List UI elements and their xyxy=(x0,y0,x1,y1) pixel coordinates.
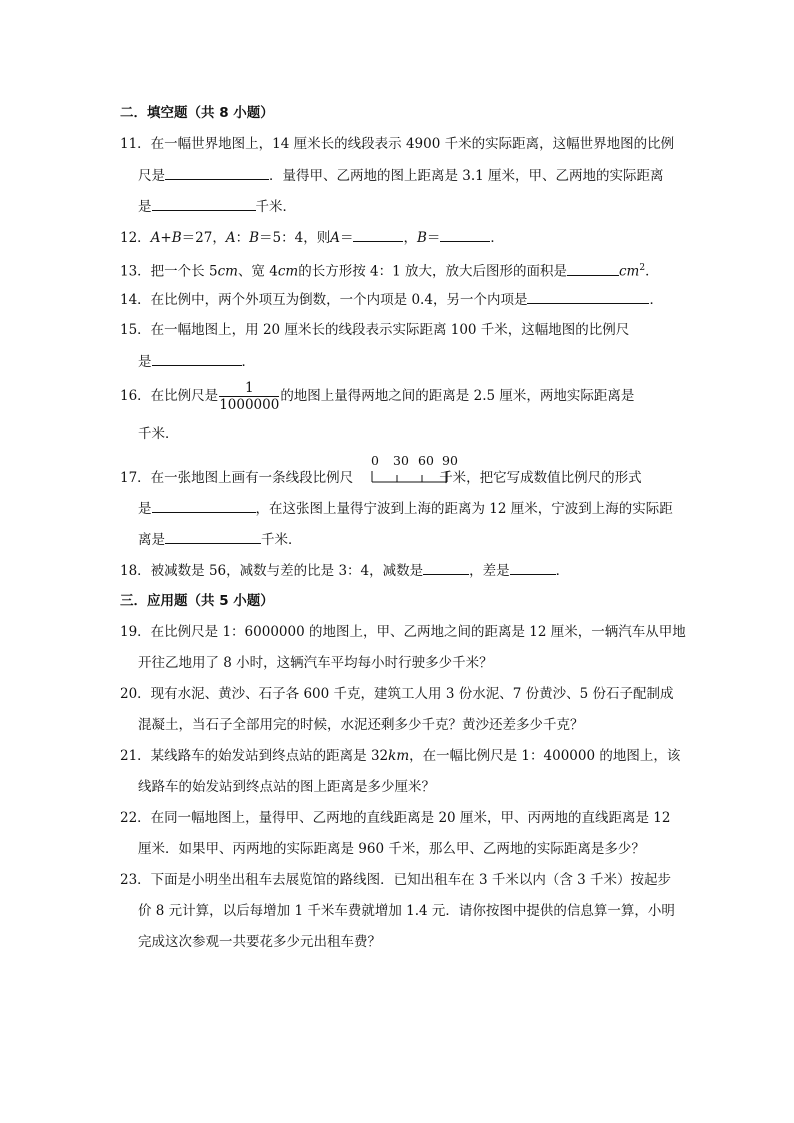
q12-text: 12． xyxy=(120,230,151,246)
q11-text: ．量得甲、乙两地的图上距离是 3.1 厘米，甲、乙两地的实际距离 xyxy=(269,168,664,184)
q16-text: 16．在比例尺是 xyxy=(120,388,219,404)
q15-text: ． xyxy=(241,354,255,370)
q15-text: 是 xyxy=(138,354,152,370)
q11-line3 xyxy=(138,196,296,217)
q14-answer-blank[interactable] xyxy=(527,289,649,304)
section-heading-fill-in: 二．填空题（共 8 小题） xyxy=(120,105,274,121)
q17-line1 xyxy=(120,468,642,488)
q16-line1 xyxy=(120,380,634,413)
q11-answer-blank-scale[interactable] xyxy=(165,165,269,180)
q18-text: ，差是 xyxy=(469,563,510,579)
q12-text: ＝27， xyxy=(181,230,226,246)
q13-line xyxy=(120,258,659,282)
q12-line xyxy=(120,227,504,248)
q17-text: 是 xyxy=(138,501,152,517)
q17-answer-blank-distance[interactable] xyxy=(165,529,261,544)
q11-text: 尺是 xyxy=(138,168,165,184)
q12-text: ＝5：4，则 xyxy=(259,230,331,246)
q13-unit: cm xyxy=(217,263,238,280)
q17-text: ，在这张图上量得宁波到上海的距离为 12 厘米，宁波到上海的实际距 xyxy=(255,501,673,517)
q22-line2: 厘米．如果甲、丙两地的实际距离是 960 千米，那么甲、乙两地的实际距离是多少？ xyxy=(138,841,645,857)
q16-text: 的地图上量得两地之间的距离是 2.5 厘米，两地实际距离是 xyxy=(280,388,635,404)
q16-scale-fraction xyxy=(219,380,279,413)
q15-line1: 15．在一幅地图上，用 20 厘米长的线段表示实际距离 100 千米，这幅地图的比例尺 xyxy=(120,322,630,338)
q17-text: 离是 xyxy=(138,532,165,548)
q13-text: 13．把一个长 5 xyxy=(120,263,218,280)
scale-tick-label: 60 xyxy=(418,453,434,468)
q15-line2 xyxy=(138,351,255,372)
q17-line2 xyxy=(138,498,673,519)
q12-text: ． xyxy=(490,230,504,246)
q22-line1: 22．在同一幅地图上，量得甲、乙两地的直线距离是 20 厘米，甲、丙两地的直线距离是 12 xyxy=(120,810,671,826)
q11-line2 xyxy=(138,165,664,186)
q12-text: ： xyxy=(235,230,250,246)
q21-line1 xyxy=(120,746,680,766)
q13-text: ． xyxy=(645,263,659,280)
q18-answer-blank-difference[interactable] xyxy=(510,560,556,575)
q18-text: 18．被减数是 56，减数与差的比是 3：4，减数是 xyxy=(120,563,424,579)
q17-line3 xyxy=(138,529,302,550)
q20-line1: 20．现有水泥、黄沙、石子各 600 千克，建筑工人用 3 份水泥、7 份黄沙、5 份石子配制成 xyxy=(120,686,674,702)
q12-var: A xyxy=(225,230,236,246)
q14-line xyxy=(120,289,663,310)
q13-exponent: 2 xyxy=(639,263,646,273)
q18-text: ． xyxy=(555,563,570,579)
q13-unit: cm xyxy=(618,263,640,280)
q16-text: 千米． xyxy=(138,426,179,442)
q13-text: 的长方形按 4：1 放大，放大后图形的面积是 xyxy=(298,263,567,280)
q18-line xyxy=(120,560,569,581)
q13-unit: cm xyxy=(277,263,299,280)
q12-text: ＝ xyxy=(339,230,354,246)
q12-text: ， xyxy=(403,230,417,246)
q21-text: 21．某线路车的始发站到终点站的距离是 32 xyxy=(120,748,389,764)
section-heading-application: 三．应用题（共 5 小题） xyxy=(120,593,274,609)
q14-text: 14．在比例中，两个外项互为倒数，一个内项是 0.4，另一个内项是 xyxy=(120,292,528,308)
q13-text: 、宽 4 xyxy=(237,263,278,280)
q11-text: 是 xyxy=(138,199,152,215)
q12-var: A xyxy=(330,230,340,246)
q20-line2: 混凝土，当石子全部用完的时候，水泥还剩多少千克？黄沙还差多少千克？ xyxy=(138,717,584,733)
scale-tick-label: 30 xyxy=(393,453,409,468)
q17-text: 千米． xyxy=(261,532,302,548)
q19-line2: 开往乙地用了 8 小时，这辆汽车平均每小时行驶多少千米？ xyxy=(138,655,493,671)
q15-answer-blank[interactable] xyxy=(152,351,242,366)
q12-answer-blank-a[interactable] xyxy=(353,227,403,242)
scale-tick-label: 90 xyxy=(442,453,458,468)
q11-line1: 11．在一幅世界地图上，14 厘米长的线段表示 4900 千米的实际距离，这幅世界地图的比例 xyxy=(120,136,675,152)
q17-text: 17．在一张地图上画有一条线段比例尺 xyxy=(120,470,354,486)
q18-answer-blank-subtrahend[interactable] xyxy=(423,560,469,575)
q11-text: 千米． xyxy=(255,199,296,215)
q21-line2: 线路车的始发站到终点站的图上距离是多少厘米？ xyxy=(138,779,435,795)
q19-line1: 19．在比例尺是 1：6000000 的地图上，甲、乙两地之间的距离是 12 厘米，一辆汽车从甲地 xyxy=(120,624,686,640)
q21-unit: km xyxy=(388,748,410,764)
q23-line3: 完成这次参观一共要花多少元出租车费？ xyxy=(138,934,381,950)
q11-answer-blank-distance[interactable] xyxy=(152,196,256,211)
q12-var: B xyxy=(249,230,260,246)
q17-answer-blank-ratio[interactable] xyxy=(152,498,256,513)
q21-text: ，在一幅比例尺是 1：400000 的地图上，该 xyxy=(409,748,681,764)
q12-text: ＝ xyxy=(426,230,441,246)
q12-var: B xyxy=(416,230,427,246)
q12-answer-blank-b[interactable] xyxy=(440,227,490,242)
q12-var: A+B xyxy=(150,230,182,246)
q13-answer-blank[interactable] xyxy=(567,261,619,276)
q23-line1: 23．下面是小明坐出租车去展览馆的路线图．已知出租车在 3 千米以内（含 3 千米）按起步 xyxy=(120,872,672,888)
q16-line2 xyxy=(138,424,179,444)
q17-text: 千米，把它写成数值比例尺的形式 xyxy=(439,470,642,486)
scale-tick-label: 0 xyxy=(371,453,379,468)
q16-fraction-denominator: 1000000 xyxy=(219,397,280,413)
q23-line2: 价 8 元计算，以后每增加 1 千米车费就增加 1.4 元．请你按图中提供的信息算一算，小明 xyxy=(138,903,675,919)
q14-text: ． xyxy=(649,292,663,308)
q16-fraction-numerator: 1 xyxy=(219,380,279,397)
